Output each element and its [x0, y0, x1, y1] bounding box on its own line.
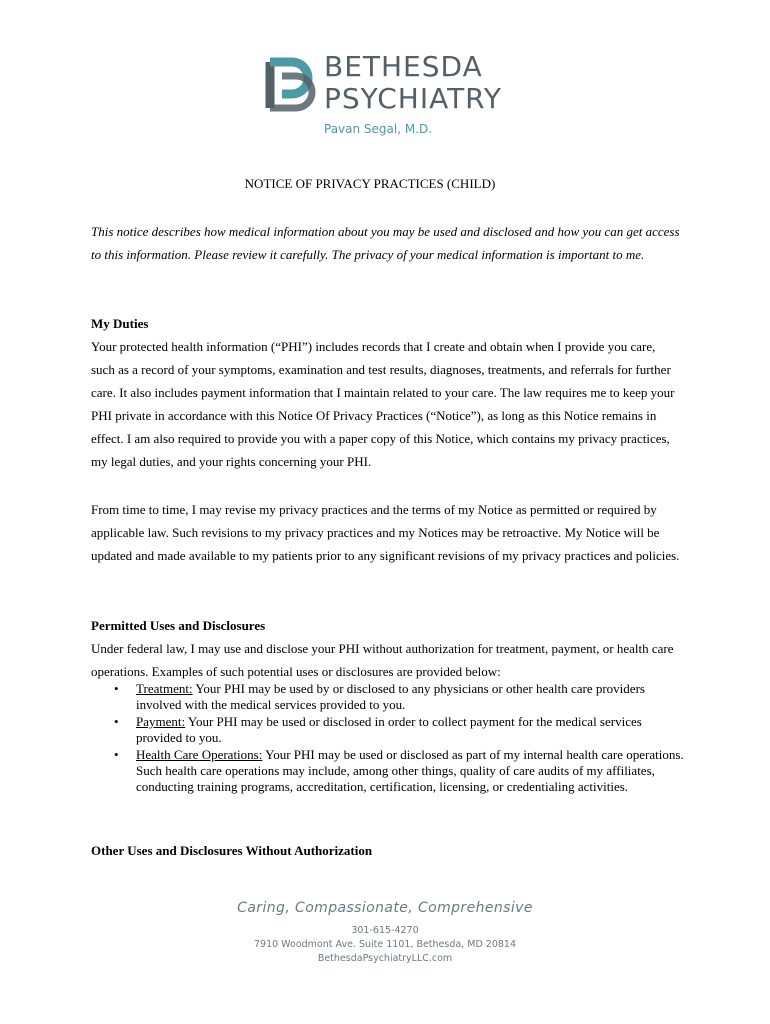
page-footer: [0, 900, 770, 966]
intro-notice: This notice describes how medical information about you may be used and disclosed and how you can get access to this information. Please review it carefully. The privacy of your medical information is important to me.: [91, 224, 680, 262]
paragraph-duties-2: From time to time, I may revise my privacy practices and the terms of my Notice as permitted or required by applicable law. Such revisions to my privacy practices and my Notices may be retroactive. My Notice will be updated and made available to my patients prior to any significant revisions of my privacy practices and policies.: [91, 502, 680, 563]
list-item-payment: [91, 714, 691, 747]
list-item-treatment: [91, 681, 691, 714]
heading-other-uses: Other Uses and Disclosures Without Authorization: [91, 843, 373, 858]
paragraph-duties-1: Your protected health information (“PHI”) includes records that I create and obtain when I provide you care, such as a record of your symptoms, examination and test results, diagnoses, treatments, and referrals for further care. It also includes payment information that I maintain related to your care. The law requires me to keep your PHI private in accordance with this Notice Of Privacy Practices (“Notice”), as long as this Notice remains in effect. I am also required to provide you with a paper copy of this Notice, which contains my privacy practices, my legal duties, and your rights concerning your PHI.: [91, 339, 675, 469]
paragraph-permitted-uses: Under federal law, I may use and disclose your PHI without authorization for treatment, payment, or health care operations. Examples of such potential uses or disclosures are provided below:: [91, 641, 674, 679]
text-payment: Your PHI may be used or disclosed in order to collect payment for the medical services provided to you.: [136, 713, 642, 746]
footer-address: 7910 Woodmont Ave. Suite 1101, Bethesda, MD 20814: [253, 939, 516, 950]
heading-my-duties: My Duties: [91, 316, 149, 331]
footer-phone: 301-615-4270: [351, 925, 419, 936]
document-title: NOTICE OF PRIVACY PRACTICES (CHILD): [244, 176, 496, 191]
footer-website: BethesdaPsychiatryLLC.com: [317, 953, 453, 964]
heading-permitted-uses: Permitted Uses and Disclosures: [91, 618, 266, 633]
footer-contact: [0, 924, 770, 966]
logo-text-line1: BETHESDA: [324, 50, 483, 83]
practice-logo: [262, 46, 522, 146]
footer-tagline: Caring, Compassionate, Comprehensive: [237, 900, 533, 916]
term-treatment: Treatment:: [136, 681, 193, 696]
doctor-name: Pavan Segal, M.D.: [324, 122, 433, 136]
term-operations: Health Care Operations:: [136, 746, 263, 762]
logo-mark-icon: [262, 52, 322, 116]
disclosure-list: [91, 681, 691, 796]
text-operations: Your PHI may be used or disclosed as part of my internal health care operations. Such health care operations may include, among other things, quality of care audits of my affiliates, conducting training programs, accreditation, certification, licensing, or credentialing activities.: [136, 746, 684, 795]
list-item-operations: [91, 747, 691, 796]
logo-text-line2: PSYCHIATRY: [324, 82, 502, 115]
term-payment: Payment:: [136, 713, 186, 729]
text-treatment: Your PHI may be used by or disclosed to any physicians or other health care providers involved with the medical services provided to you.: [136, 681, 645, 713]
